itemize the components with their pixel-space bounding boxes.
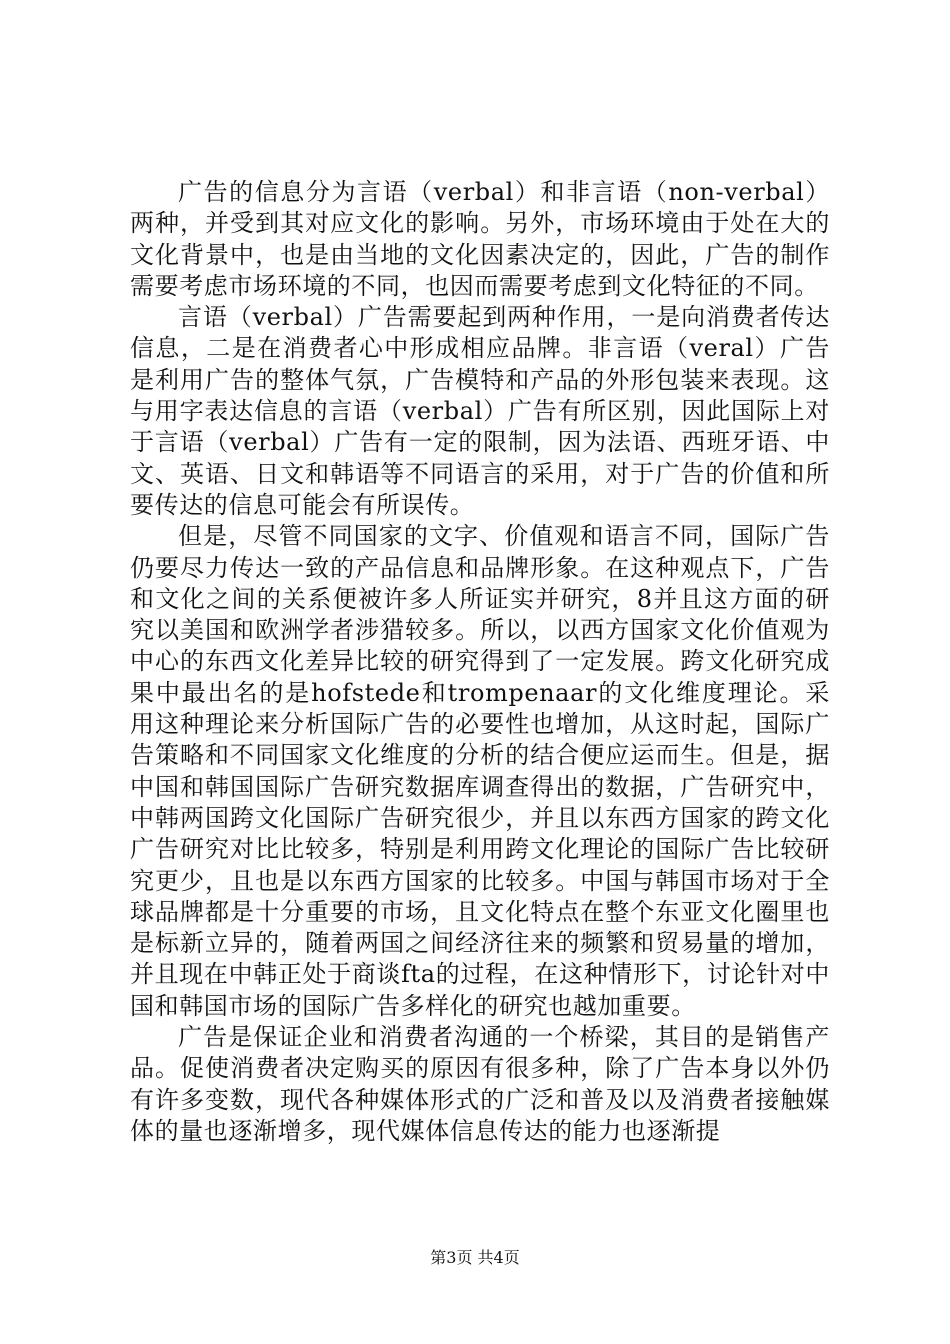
paragraph-4: 广告是保证企业和消费者沟通的一个桥梁，其目的是销售产品。促使消费者决定购买的原因有很多种，除了广告本身以外仍有许多变数，现代各种媒体形式的广泛和普及以及消费者接触媒体的量也逐渐增多，现代媒体信息传达的能力也逐渐提 (130, 1023, 830, 1145)
page-footer (0, 1245, 950, 1268)
paragraph-2: 言语（verbal）广告需要起到两种作用，一是向消费者传达信息，二是在消费者心中形成相应品牌。非言语（veral）广告是利用广告的整体气氛，广告模特和产品的外形包装来表现。这与用字表达信息的言语（verbal）广告有所区别，因此国际上对于言语（verbal）广告有一定的限制，因为法语、西班牙语、中文、英语、日文和韩语等不同语言的采用，对于广告的价值和所要传达的信息可能会有所误传。 (130, 303, 830, 519)
paragraph-3: 但是，尽管不同国家的文字、价值观和语言不同，国际广告仍要尽力传达一致的产品信息和品牌形象。在这种观点下，广告和文化之间的关系便被许多人所证实并研究，8并且这方面的研究以美国和欧洲学者涉猎较多。所以，以西方国家文化价值观为中心的东西文化差异比较的研究得到了一定发展。跨文化研究成果中最出名的是hofstede和trompenaar的文化维度理论。采用这种理论来分析国际广告的必要性也增加，从这时起，国际广告策略和不同国家文化维度的分析的结合便应运而生。但是，据中国和韩国国际广告研究数据库调查得出的数据，广告研究中，中韩两国跨文化国际广告研究很少，并且以东西方国家的跨文化广告研究对比比较多，特别是利用跨文化理论的国际广告比较研究更少，且也是以东西方国家的比较多。中国与韩国市场对于全球品牌都是十分重要的市场，且文化特点在整个东亚文化圈里也是标新立异的，随着两国之间经济往来的频繁和贸易量的增加，并且现在中韩正处于商谈fta的过程，在这种情形下，讨论针对中国和韩国市场的国际广告多样化的研究也越加重要。 (130, 522, 830, 1020)
paragraph-1: 广告的信息分为言语（verbal）和非言语（non-verbal）两种，并受到其对应文化的影响。另外，市场环境由于处在大的文化背景中，也是由当地的文化因素决定的，因此，广告的制作需要考虑市场环境的不同，也因而需要考虑到文化特征的不同。 (130, 178, 830, 300)
page-number: 第3页 共4页 (430, 1248, 520, 1267)
document-body (130, 177, 830, 1147)
